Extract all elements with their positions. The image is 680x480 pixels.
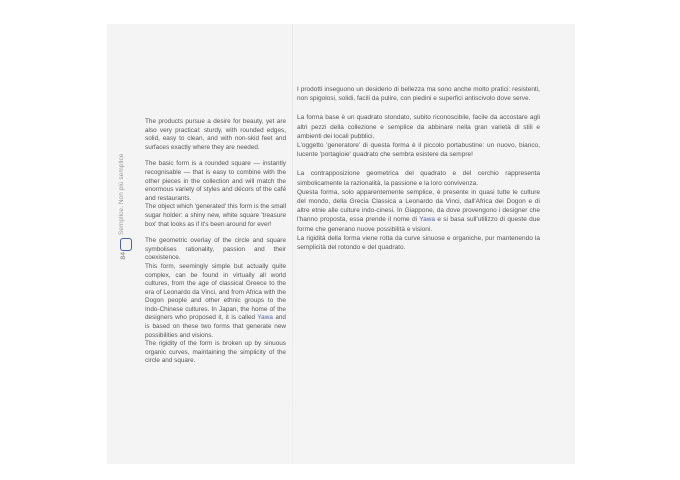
it-text: L'oggetto 'generatore' di questa forma è il piccolo portabustine: un nuovo, bianco, lucente 'portagioie' quadrato che sembra esistere da sempre! bbox=[297, 142, 540, 159]
en-text: and is based on these two forms that generate new possibilities and visions. bbox=[145, 314, 286, 339]
section-label: Semplice. Non più semplice bbox=[118, 153, 125, 235]
en-paragraph-5 bbox=[145, 263, 286, 340]
en-text: The rigidity of the form is broken up by sinuous organic curves, maintaining the simplicity of the circle and square. bbox=[145, 340, 286, 365]
en-text: This form, seemingly simple but actually quite complex, can be found in virtually all world cultures, from the age of classical Greece to the era of Leonardo da Vinci, and from Africa with the Dogon people and other ethnic groups to the Indo-Chinese cultures. In Japan, the home of the designers who proposed it, it is called bbox=[145, 262, 286, 322]
it-text: Questa forma, solo apparentemente semplice, è presente in quasi tutte le culture del mondo, della Grecia Classica a Leonardo da Vinci, dall'Africa dei Dogon e di altre etnie alle culture indo-cinesi. In Giappone, da dove provengono i designer che l'hanno proposta, essa prende il nome di bbox=[297, 188, 540, 224]
en-text: The object which 'generated' this form is the small sugar holder: a shiny new, white square 'treasure box' that looks as if it's been around for ever! bbox=[145, 203, 286, 228]
brand-name-yawa: Yawa bbox=[257, 314, 273, 322]
page-sidebar bbox=[116, 140, 136, 320]
it-text: La contrapposizione geometrica del quadrato e del cerchio rappresenta simbolicamente la razionalità, la passione e la loro convivenza. bbox=[297, 170, 540, 187]
page-number: 84 bbox=[120, 252, 127, 260]
en-text: The geometric overlay of the circle and square symbolises rationality, passion and their coexistence. bbox=[145, 237, 286, 262]
en-paragraph-2 bbox=[145, 160, 286, 203]
en-paragraph-1 bbox=[145, 118, 286, 152]
it-paragraph-4 bbox=[297, 169, 540, 187]
italian-column bbox=[297, 85, 540, 252]
brand-name-yawa: Yawa bbox=[419, 216, 436, 224]
english-column bbox=[145, 118, 286, 366]
en-paragraph-4 bbox=[145, 237, 286, 263]
it-text: e si basa sull'utilizzo di queste due forme che generano nuove possibilità e visioni. bbox=[297, 216, 541, 233]
en-text: The basic form is a rounded square — instantly recognisable — that is easy to combine with the other pieces in the collection and will match the enormous variety of styles and décors of the café and restaurants. bbox=[145, 160, 286, 202]
it-paragraph-3 bbox=[297, 141, 540, 159]
en-paragraph-3 bbox=[145, 203, 286, 229]
it-paragraph-5 bbox=[297, 188, 540, 234]
it-paragraph-1 bbox=[297, 85, 540, 103]
rounded-square-logo-icon bbox=[120, 238, 132, 251]
en-text: The products pursue a desire for beauty, yet are also very practical: sturdy, with rounded edges, solid, easy to clean, and with non-skid feet and surfaces exactly where they are needed. bbox=[145, 118, 286, 151]
it-paragraph-6 bbox=[297, 234, 540, 252]
it-paragraph-2 bbox=[297, 113, 540, 141]
it-text: I prodotti inseguono un desiderio di bellezza ma sono anche molto pratici: resistenti, non spigolosi, solidi, facili da pulire, con piedini e superfici antiscivolo dove serve. bbox=[297, 86, 540, 103]
it-text: La forma base è un quadrato stondato, subito riconoscibile, facile da accostare agli altri pezzi della collezione e semplice da abbinare nella gran varietà di stili e ambienti dei locali pubblici. bbox=[297, 114, 540, 140]
it-text: La rigidità della forma viene rotta da curve sinuose e organiche, pur mantenendo la semplicità del rotondo e del quadrato. bbox=[297, 234, 540, 252]
en-paragraph-6 bbox=[145, 340, 286, 366]
